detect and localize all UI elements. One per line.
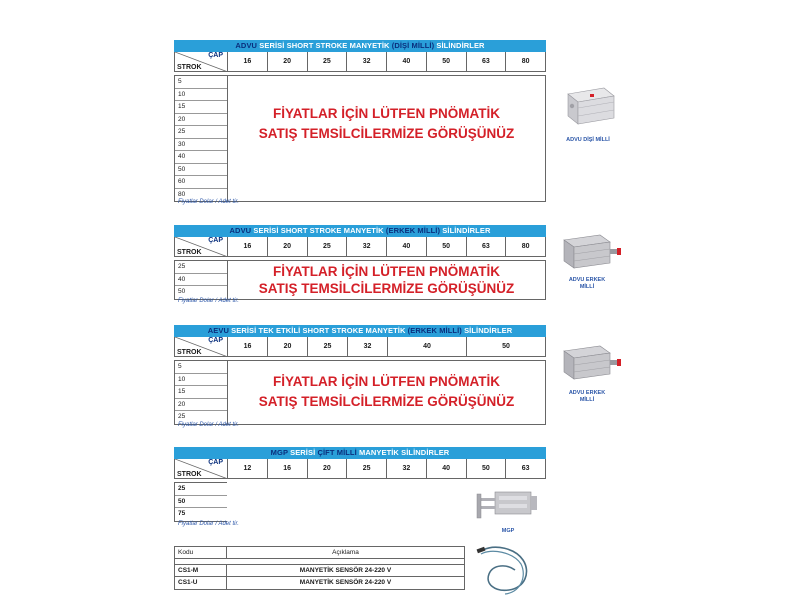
price-message-line1: FİYATLAR İÇİN LÜTFEN PNÖMATİK (273, 374, 500, 390)
cap-strok-corner (175, 459, 228, 478)
price-note: Fiyatlar Dolar / Adet tir. (178, 199, 239, 205)
stroke-cell: 80 (178, 190, 186, 198)
price-message-line1: FİYATLAR İÇİN LÜTFEN PNÖMATİK (273, 106, 500, 121)
product-image-advu-erkek (558, 232, 624, 277)
bore-cell: 12 (228, 459, 268, 478)
table-row (175, 577, 464, 589)
bore-cell: 16 (268, 459, 308, 478)
table-row (175, 565, 464, 577)
price-note: Fiyatlar Dolar / Adet tir. (178, 521, 239, 527)
sensor-desc: MANYETİK SENSÖR 24-220 V (299, 579, 392, 586)
bore-cell: 32 (387, 459, 427, 478)
bore-cell: 20 (268, 52, 308, 71)
cap-strok-corner (175, 337, 228, 356)
bore-cell: 63 (467, 52, 507, 71)
bore-cell: 40 (427, 459, 467, 478)
price-message (228, 76, 545, 201)
product-image-mgp (475, 486, 541, 531)
bore-cell: 40 (387, 237, 427, 256)
bore-cell: 63 (467, 237, 507, 256)
price-message-line2: SATIŞ TEMSİLCİLERMİZE GÖRÜŞÜNÜZ (258, 394, 515, 410)
price-note: Fiyatlar Dolar / Adet tir. (178, 298, 239, 304)
section-aevu-erkek (174, 325, 546, 425)
stroke-cell: 10 (175, 89, 227, 102)
bore-cell: 63 (521, 465, 530, 472)
strok-label: STROK (177, 64, 202, 71)
product-label: MGP (501, 528, 515, 534)
bore-cell: 80 (521, 58, 530, 65)
bore-cell: 25 (347, 459, 387, 478)
bore-cell: 50 (467, 459, 507, 478)
bore-cell: 32 (348, 337, 388, 356)
product-image-aevu-erkek (558, 343, 624, 388)
stroke-table-body (174, 75, 546, 202)
bore-cell: 20 (308, 459, 348, 478)
bore-cell: 16 (228, 237, 268, 256)
sensor-table-header (175, 547, 464, 559)
product-label: ADVU DİŞİ MİLLİ (566, 137, 610, 143)
price-message-line2: SATIŞ TEMSİLCİLERMİZE GÖRÜŞÜNÜZ (258, 280, 515, 296)
bore-cell: 16 (228, 337, 268, 356)
cap-label: ÇAP (208, 52, 223, 59)
stroke-cell: 5 (175, 361, 227, 374)
bore-cell: 25 (308, 52, 348, 71)
bore-cell: 40 (387, 52, 427, 71)
bore-cell: 25 (308, 237, 348, 256)
bore-cell: 16 (228, 52, 268, 71)
bore-cell: 32 (347, 52, 387, 71)
stroke-cell: 20 (175, 399, 227, 412)
stroke-cell: 50 (178, 288, 186, 295)
stroke-cell: 40 (175, 274, 227, 287)
bore-header-row (174, 52, 546, 72)
bore-cell: 50 (427, 237, 467, 256)
cap-strok-corner (175, 52, 228, 71)
product-label: ADVU ERKEK MİLLİ (568, 390, 606, 403)
stroke-table-body (174, 360, 546, 425)
stroke-cell: 25 (175, 483, 227, 496)
bore-cell: 32 (347, 237, 387, 256)
stroke-cell: 25 (175, 126, 227, 139)
cap-label: ÇAP (208, 237, 223, 244)
section-title: AEVU SERİSİ TEK ETKİLİ SHORT STROKE MANYETİK (ERKEK MİLLİ) SİLİNDİRLER (174, 325, 546, 337)
price-message (228, 261, 545, 299)
cap-label: ÇAP (208, 459, 223, 466)
bore-cell: 80 (521, 243, 530, 250)
stroke-cell: 15 (175, 101, 227, 114)
bore-header-row (174, 337, 546, 357)
section-title: MGP SERİSİ ÇİFT MİLLİ MANYETİK SİLİNDİRLER (174, 447, 546, 459)
stroke-cell: 75 (178, 510, 186, 517)
bore-cell: 40 (388, 337, 467, 356)
bore-cell: 20 (268, 237, 308, 256)
stroke-cell: 50 (175, 164, 227, 177)
cap-label: ÇAP (208, 337, 223, 344)
strok-label: STROK (177, 249, 202, 256)
product-image-advu-disi (560, 84, 620, 135)
sensor-code: CS1-U (175, 577, 227, 589)
bore-cell: 25 (308, 337, 348, 356)
stroke-cell: 30 (175, 139, 227, 152)
sensor-desc: MANYETİK SENSÖR 24-220 V (299, 567, 392, 574)
col-code-header: Kodu (175, 547, 227, 558)
bore-cell: 50 (502, 343, 510, 350)
stroke-cell: 60 (175, 176, 227, 189)
price-message-line1: FİYATLAR İÇİN LÜTFEN PNÖMATİK (273, 263, 500, 279)
stroke-cell: 25 (178, 413, 186, 420)
cap-strok-corner (175, 237, 228, 256)
section-title: ADVU SERİSİ SHORT STROKE MANYETİK (ERKEK MİLLİ) SİLİNDİRLER (174, 225, 546, 237)
strok-label: STROK (177, 349, 202, 356)
stroke-cell: 10 (175, 374, 227, 387)
bore-header-row (174, 237, 546, 257)
stroke-cell: 40 (175, 151, 227, 164)
strok-label: STROK (177, 471, 202, 478)
sensor-cable-image (475, 540, 537, 600)
price-message (228, 361, 545, 424)
section-advu-erkek (174, 225, 546, 300)
stroke-cell: 20 (175, 114, 227, 127)
price-message-line2: SATIŞ TEMSİLCİLERMİZE GÖRÜŞÜNÜZ (258, 126, 515, 141)
section-advu-disi (174, 40, 546, 202)
bore-cell: 50 (427, 52, 467, 71)
stroke-cell: 15 (175, 386, 227, 399)
price-note: Fiyatlar Dolar / Adet tir. (178, 422, 239, 428)
stroke-cell: 25 (175, 261, 227, 274)
section-title: ADVU SERİSİ SHORT STROKE MANYETİK (DİŞİ MİLLİ) SİLİNDİRLER (174, 40, 546, 52)
bore-cell: 20 (268, 337, 308, 356)
sensor-code: CS1-M (175, 565, 227, 576)
sensor-table (174, 546, 465, 590)
stroke-cell: 5 (175, 76, 227, 89)
product-label: ADVU ERKEK MİLLİ (568, 277, 606, 290)
stroke-table-body (174, 260, 546, 300)
col-desc-header: Açıklama (332, 549, 359, 556)
stroke-table-body (174, 482, 227, 522)
stroke-cell: 50 (175, 496, 227, 509)
bore-header-row (174, 459, 546, 479)
